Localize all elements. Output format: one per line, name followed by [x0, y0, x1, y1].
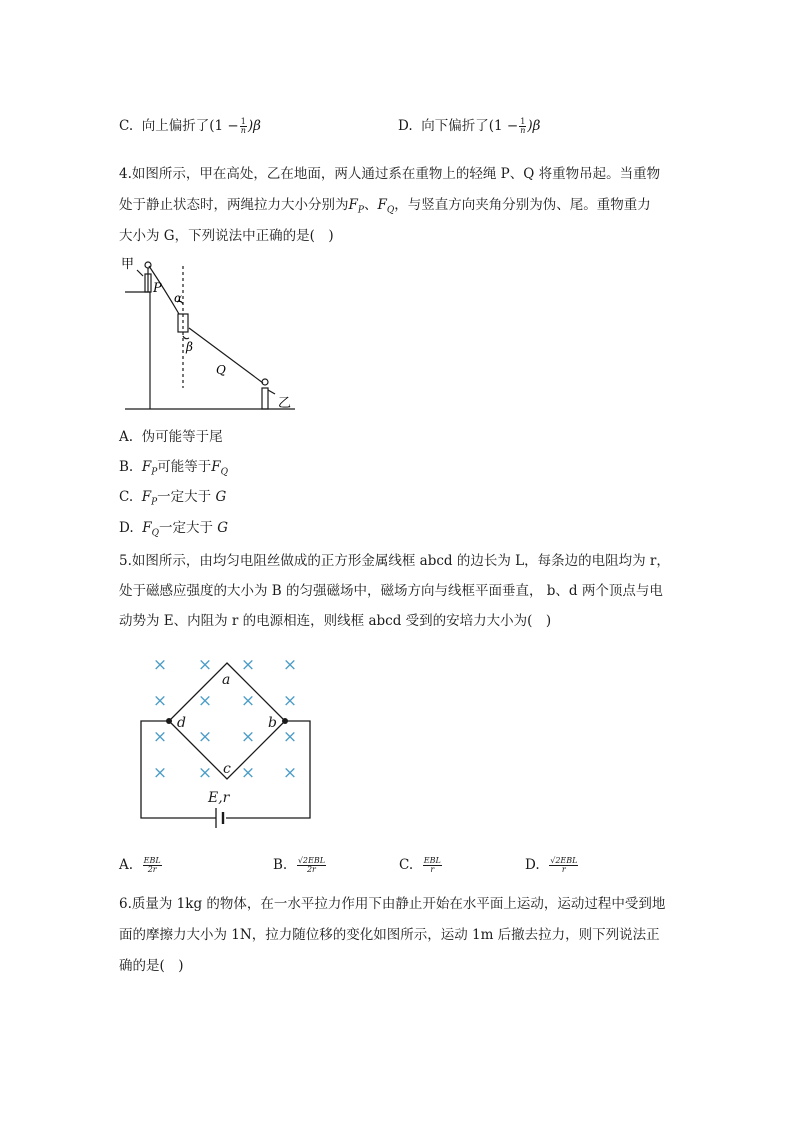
q6-stem-line-1: 6.质量为 1kg 的物体，在一水平拉力作用下由静止开始在水平面上运动，运动过程中受到地 [119, 896, 666, 912]
frac-den: n [240, 126, 246, 135]
text: 处于静止状态时，两绳拉力大小分别为 [119, 197, 349, 213]
option-suffix: )β [247, 118, 261, 134]
subscript: Q [151, 528, 159, 539]
field-cross: × [240, 691, 256, 711]
field-cross: × [240, 763, 256, 783]
frac-num: √2EBL [297, 856, 326, 865]
subscript: P [151, 467, 158, 478]
label-alpha: α [174, 291, 183, 305]
q4-stem-line-2 [119, 196, 651, 220]
field-cross: × [197, 655, 213, 675]
field-cross: × [197, 691, 213, 711]
field-cross: × [282, 727, 298, 747]
symbol: F [377, 197, 387, 213]
frac-den: n [520, 126, 526, 135]
symbol: F [142, 520, 152, 536]
frac-den: 2r [147, 865, 157, 874]
fraction [143, 857, 162, 874]
option-text: 一定大于 [159, 520, 218, 536]
option-label: C. [119, 489, 134, 505]
label-c: c [223, 761, 231, 777]
label-yi: 乙 [278, 396, 292, 411]
q5-option-b [273, 856, 327, 874]
node-d [166, 718, 172, 724]
fraction [519, 118, 526, 135]
subscript: Q [220, 467, 229, 478]
frac-num: EBL [423, 856, 441, 865]
beta-arc [183, 336, 189, 339]
q5-option-a [119, 856, 163, 874]
option-label: D. [525, 857, 540, 873]
q6-stem-line-2: 面的摩擦力大小为 1N，拉力随位移的变化如图所示，运动 1m 后撤去拉力，则下列说法正 [119, 927, 660, 943]
symbol: F [211, 459, 221, 475]
fraction [297, 857, 326, 874]
q5-figure [130, 650, 330, 835]
label-d: d [177, 715, 186, 731]
label-source: E,r [208, 790, 230, 806]
wire-right [226, 721, 310, 818]
subscript: Q [386, 205, 395, 216]
frac-num: 1 [240, 117, 246, 126]
text: 、 [363, 197, 378, 213]
frac-den: 2r [306, 865, 316, 874]
label-b: b [268, 715, 277, 731]
symbol: G [217, 520, 229, 536]
option-label: C. [399, 857, 414, 873]
fraction [240, 118, 247, 135]
option-text: 一定大于 [157, 489, 216, 505]
field-cross: × [197, 727, 213, 747]
subscript: P [357, 205, 364, 216]
symbol: F [141, 459, 152, 475]
frac-den: r [430, 865, 435, 874]
q6-stem-line-3: 确的是( ) [119, 958, 184, 974]
option-suffix: )β [527, 118, 541, 134]
field-cross: × [152, 727, 168, 747]
field-cross: × [282, 655, 298, 675]
q5-stem-line-3: 动势为 E、内阻为 r 的电源相连，则线框 abcd 受到的安培力大小为( ) [119, 613, 552, 629]
fraction [423, 857, 442, 874]
label-a: a [222, 672, 231, 688]
label-p: P [153, 281, 162, 296]
person-jia-arm [137, 270, 143, 276]
q4-stem-line-1: 4.如图所示，甲在高处，乙在地面，两人通过系在重物上的轻绳 P、Q 将重物吊起。当重物 [119, 166, 661, 182]
option-text: 伪可能等于尾 [141, 429, 223, 445]
text: ，与竖直方向夹角分别为伪、尾。重物重力 [394, 197, 651, 213]
option-text: 可能等于 [157, 459, 212, 475]
q3-option-c [119, 117, 261, 135]
option-label: A. [119, 429, 134, 445]
field-cross: × [152, 655, 168, 675]
q4-figure [115, 252, 305, 414]
symbol: G [215, 489, 227, 505]
option-label: C. [119, 118, 134, 134]
q5-option-d [525, 856, 579, 874]
frac-den: r [561, 865, 566, 874]
label-beta: β [186, 340, 193, 354]
q4-option-c [119, 488, 226, 512]
frac-num: √2EBL [550, 856, 578, 865]
option-label: D. [119, 520, 134, 536]
person-yi-head [262, 379, 268, 385]
option-label: B. [273, 857, 288, 873]
fraction [549, 857, 578, 874]
field-cross: × [282, 691, 298, 711]
person-jia-head [145, 262, 151, 268]
label-jia: 甲 [121, 257, 135, 272]
rope-q [189, 328, 263, 383]
frac-num: 1 [520, 117, 526, 126]
symbol: F [141, 489, 152, 505]
person-yi-body [262, 388, 268, 409]
q3-option-d [398, 117, 540, 135]
field-cross: × [197, 763, 213, 783]
label-q: Q [216, 363, 226, 377]
field-cross: × [152, 763, 168, 783]
frac-num: EBL [143, 856, 161, 865]
q4-option-a [119, 428, 223, 446]
option-text: 向上偏折了(1 − [141, 118, 239, 134]
field-cross: × [282, 763, 298, 783]
q5-option-c [399, 856, 443, 874]
q5-stem-line-1: 5.如图所示，由均匀电阻丝做成的正方形金属线框 abcd 的边长为 L，每条边的电阻均为 r， [119, 553, 670, 569]
subscript: P [151, 497, 158, 508]
field-cross: × [152, 691, 168, 711]
node-b [282, 718, 288, 724]
q4-option-d [119, 519, 228, 543]
q5-stem-line-2: 处于磁感应强度的大小为 B 的匀强磁场中，磁场方向与线框平面垂直， b、d 两个顶点与电 [119, 583, 663, 599]
option-label: B. [119, 459, 134, 475]
q4-option-b [119, 458, 228, 482]
option-text: 向下偏折了(1 − [421, 118, 519, 134]
field-cross: × [240, 655, 256, 675]
person-yi-arm [268, 390, 275, 394]
q4-stem-line-3: 大小为 G，下列说法中正确的是( ) [119, 228, 334, 244]
option-label: D. [398, 118, 413, 134]
option-label: A. [119, 857, 134, 873]
symbol: F [348, 197, 358, 213]
field-cross: × [240, 727, 256, 747]
